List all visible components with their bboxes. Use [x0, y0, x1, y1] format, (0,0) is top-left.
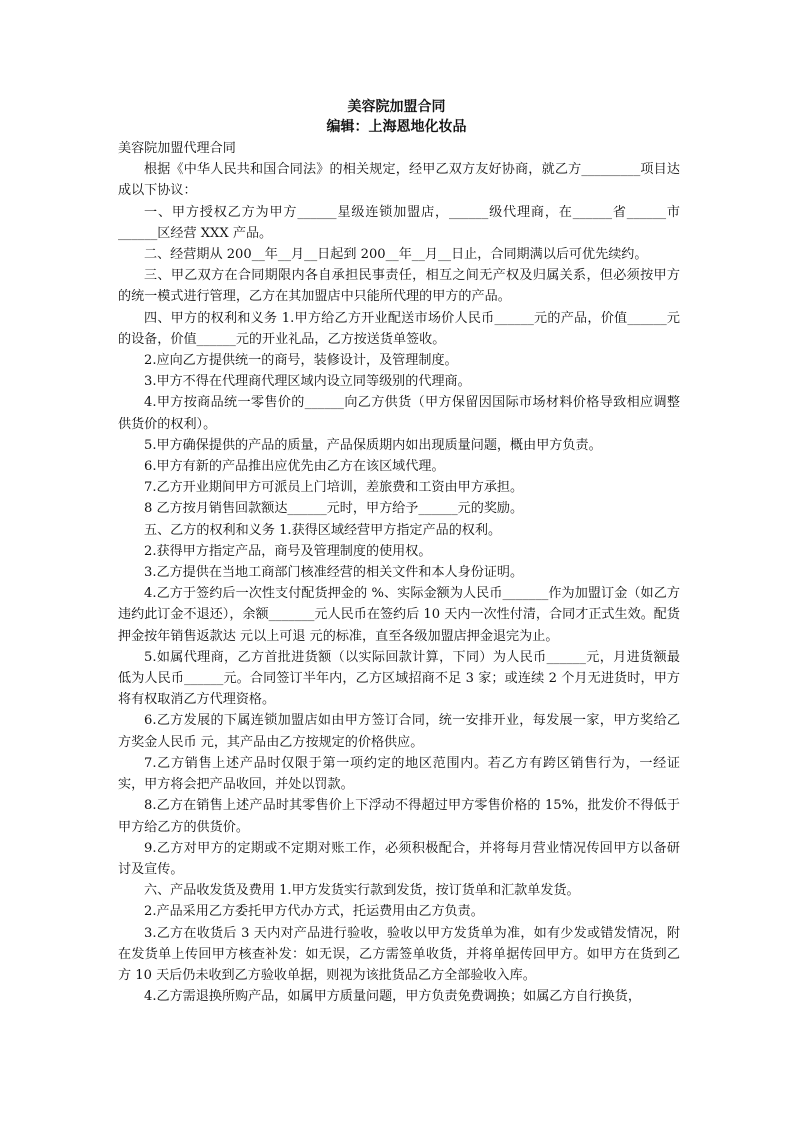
paragraph: 9.乙方对甲方的定期或不定期对账工作，必须积极配合，并将每月营业情况传回甲方以备研讨及宣传。 — [118, 840, 680, 877]
document-subtitle: 编辑：上海恩地化妆品 — [326, 119, 467, 135]
paragraph: 4.甲方按商品统一零售价的______向乙方供货（甲方保留因国际市场材料价格导致相应调整供货价的权利）。 — [118, 395, 680, 432]
paragraph: 5.甲方确保提供的产品的质量，产品保质期内如出现质量问题，概由甲方负责。 — [144, 437, 602, 453]
paragraph: 2.获得甲方指定产品，商号及管理制度的使用权。 — [144, 543, 432, 559]
document-title: 美容院加盟合同 — [347, 99, 446, 115]
paragraph: 三、甲乙双方在合同期限内各自承担民事责任，相互之间无产权及归属关系，但必须按甲方的统一模式进行管理，乙方在其加盟店中只能所代理的甲方的产品。 — [118, 268, 680, 305]
paragraph: 六、产品收发货及费用 1.甲方发货实行款到发货，按订货单和汇款单发货。 — [144, 883, 580, 899]
paragraph: 4.乙方需退换所购产品，如属甲方质量问题，甲方负责免费调换；如属乙方自行换货， — [144, 989, 641, 1005]
paragraph: 4.乙方于签约后一次性支付配货押金的 %、实际金额为人民币_______作为加盟订金（如乙方违约此订金不退还），余额_______元人民币在签约后 10 天内一次性付清，合同才正式生效。配货押金按年销售返款达 元以上可退 元的标准，直至各级加盟店押金退完为止。 — [118, 586, 680, 644]
document-body — [118, 138, 680, 1007]
paragraph: 5.如属代理商，乙方首批进货额（以实际回款计算，下同）为人民币______元，月进货额最低为人民币______元。合同签订半年内，乙方区域招商不足 3 家；或连续 2 个月无进货时，甲方将有权取消乙方代理资格。 — [118, 649, 680, 708]
paragraph: 6.乙方发展的下属连锁加盟店如由甲方签订合同，统一安排开业，每发展一家，甲方奖给乙方奖金人民币 元，其产品由乙方按规定的价格供应。 — [118, 713, 680, 750]
paragraph: 8 乙方按月销售回款额达______元时，甲方给予______元的奖励。 — [144, 501, 524, 517]
paragraph: 2.产品采用乙方委托甲方代办方式，托运费用由乙方负责。 — [144, 904, 484, 920]
paragraph: 根据《中华人民共和国合同法》的相关规定，经甲乙双方友好协商，就乙方_________项目达成以下协议： — [118, 162, 680, 199]
paragraph: 一、甲方授权乙方为甲方______星级连锁加盟店，______级代理商，在______省______市______区经营 XXX 产品。 — [118, 204, 680, 241]
paragraph: 6.甲方有新的产品推出应优先由乙方在该区域代理。 — [144, 459, 445, 475]
paragraph: 7.乙方开业期间甲方可派员上门培训，差旅费和工资由甲方承担。 — [144, 480, 524, 496]
paragraph: 3.乙方提供在当地工商部门核准经营的相关文件和本人身份证明。 — [144, 565, 524, 581]
paragraph: 五、乙方的权利和义务 1.获得区域经营甲方指定产品的权利。 — [144, 522, 502, 538]
paragraph: 3.甲方不得在代理商代理区域内设立同等级别的代理商。 — [144, 374, 471, 390]
paragraph: 美容院加盟代理合同 — [118, 141, 236, 156]
paragraph: 7.乙方销售上述产品时仅限于第一项约定的地区范围内。若乙方有跨区销售行为，一经证实，甲方将会把产品收回，并处以罚款。 — [118, 755, 680, 793]
paragraph: 8.乙方在销售上述产品时其零售价上下浮动不得超过甲方零售价格的 15%，批发价不得低于甲方给乙方的供货价。 — [118, 798, 680, 835]
paragraph: 2.应向乙方提供统一的商号，装修设计，及管理制度。 — [144, 353, 458, 369]
paragraph: 二、经营期从 200__年__月__日起到 200__年__月__日止，合同期满以后可优先续约。 — [144, 247, 648, 263]
paragraph: 3.乙方在收货后 3 天内对产品进行验收，验收以甲方发货单为准，如有少发或错发情况，附在发货单上传回甲方核查补发：如无误，乙方需签单收货，并将单据传回甲方。如甲方在货到乙方 10 天后仍未收到乙方验收单据，则视为该批货品乙方全部验收入库。 — [118, 925, 680, 983]
paragraph: 四、甲方的权利和义务 1.甲方给乙方开业配送市场价人民币______元的产品，价值______元的设备，价值______元的开业礼品，乙方按送货单签收。 — [118, 310, 680, 347]
